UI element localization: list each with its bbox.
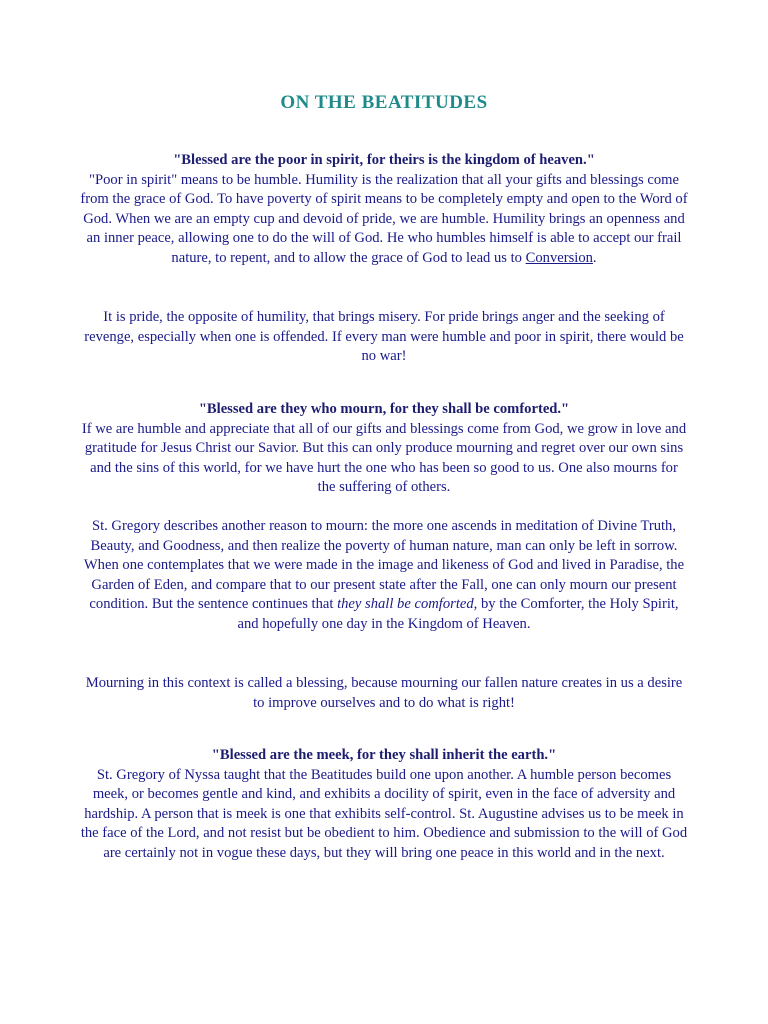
beatitude-heading: "Blessed are the poor in spirit, for theirs is the kingdom of heaven." <box>173 152 595 168</box>
section-the-meek <box>80 746 688 864</box>
paragraph-text: "Poor in spirit" means to be humble. Humility is the realization that all your gifts and blessings come from the grace of God. To have poverty of spirit means to be completely empty and open to the Word of God. When we are an empty cup and devoid of pride, we are humble. Humility brings an openness and an inner peace, allowing one to do the will of God. He who humbles himself is able to accept our frail nature, to repent, and to allow the grace of God to lead us to <box>80 171 688 266</box>
section-they-who-mourn <box>80 400 688 498</box>
paragraph-text: St. Gregory describes another reason to mourn: the more one ascends in meditation of Divine Truth, Beauty, and Goodness, and then realize the poverty of human nature, man can only be left in sorrow. When one contemplates that we were made in the image and likeness of God and lived in Paradise, the Garden of Eden, and compare that to our present state after the Fall, one can only mourn our present condition. But the sentence continues that <box>83 518 685 613</box>
emphasized-text: they shall be comforted <box>337 596 474 613</box>
paragraph-text-end: , by the Comforter, the Holy Spirit, and hopefully one day in the Kingdom of Heaven. <box>237 596 679 632</box>
beatitude-heading: "Blessed are the meek, for they shall inherit the earth." <box>211 747 557 763</box>
beatitude-heading: "Blessed are they who mourn, for they shall be comforted." <box>198 401 570 417</box>
paragraph: If we are humble and appreciate that all of our gifts and blessings come from God, we grow in love and gratitude for Jesus Christ our Savior. But this can only produce mourning and regret over our own sins and the sins of this world, for we have hurt the one who has been so good to us. One also mourns for the suffering of others. <box>81 420 687 496</box>
paragraph: St. Gregory of Nyssa taught that the Beatitudes build one upon another. A humble person becomes meek, or becomes gentle and kind, and exhibits a docility of spirit, even in the face of adversity and hardship. A person that is meek is one that exhibits self-control. St. Augustine advises us to be meek in the face of the Lord, and not resist but be obedient to him. Obedience and submission to the will of God are certainly not in vogue these days, but they will bring one peace in this world and in the next. <box>80 766 688 861</box>
document-title: ON THE BEATITUDES <box>280 92 488 113</box>
paragraph <box>80 517 688 635</box>
conversion-link[interactable]: Conversion <box>525 249 593 266</box>
paragraph-text-end: . <box>592 249 597 266</box>
paragraph: Mourning in this context is called a blessing, because mourning our fallen nature creates in us a desire to improve ourselves and to do what is right! <box>85 675 683 711</box>
paragraph: It is pride, the opposite of humility, that brings misery. For pride brings anger and the seeking of revenge, especially when one is offended. If every man were humble and poor in spirit, there would be no war! <box>84 309 684 365</box>
paragraph <box>80 171 688 269</box>
section-poor-in-spirit <box>80 151 688 269</box>
